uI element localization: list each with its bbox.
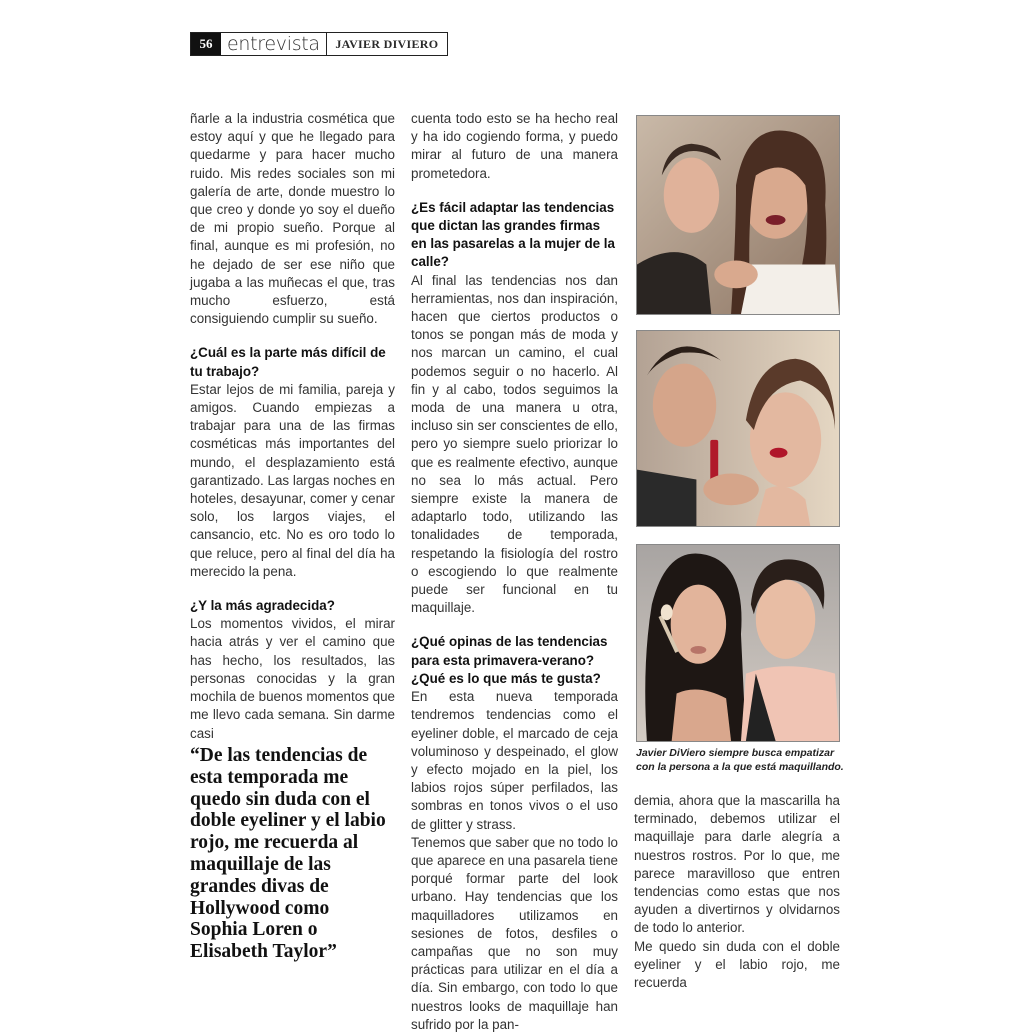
- answer-paragraph: Estar lejos de mi familia, pareja y amigos. Cuando empiezas a trabajar para una de las firmas cosméticas más importantes del mundo, el desplazamiento está garantizado. Las largas noches en hoteles, desayunar, comer y cenar solo, los largos viajes, el cansancio, etc. No es oro todo lo que reluce, pero al final del día ha merecido la pena.: [190, 381, 395, 579]
- pull-quote: “De las tendencias de esta temporada me quedo sin duda con el doble eyeliner y el labio rojo, me recuerda al maquillaje de las grandes divas de Hollywood como Sophia Loren o Elisabeth Taylor”: [190, 745, 386, 963]
- section-title: entrevista: [221, 33, 327, 55]
- photo-brush-application: [636, 544, 840, 742]
- paragraph: ñarle a la industria cosmética que estoy aquí y que he llegado para quedarme y para hacer mucho ruido. Mis redes sociales son mi galería de arte, donde muestro lo que creo y donde yo soy el dueño de mi propio sueño. Porque al final, aunque es mi profesión, no he dejado de ser ese niño que jugaba a las muñecas el que, tras mucho esfuerzo, está consiguiendo cumplir su sueño.: [190, 111, 395, 327]
- question-heading: ¿Qué opinas de las tendencias para esta primavera-verano? ¿Qué es lo que más te gusta?: [411, 634, 608, 686]
- answer-paragraph: Al final las tendencias nos dan herramientas, nos dan inspiración, hacen que ciertos productos o tonos se pongan más de moda y nos marcan un camino, el cual podemos seguir o no hacerlo. Al fin y al cabo, todos seguimos la moda de una manera u otra, incluso sin ser conscientes de ello, pero yo siempre suelo priorizar lo que es realmente efectivo, aunque no sea lo más actual. Pero siempre existe la manera de adaptarlo todo, utilizando las tonalidades de temporada, respetando la fisiología del rostro o escogiendo lo que realmente puede ser funcional en tu maquillaje.: [411, 272, 618, 616]
- question-heading: ¿Cuál es la parte más difícil de tu trabajo?: [190, 345, 386, 379]
- photo-couple-portrait: [636, 115, 840, 315]
- paragraph: demia, ahora que la mascarilla ha terminado, debemos utilizar el maquillaje para darle alegría a nuestros rostros. Por lo que, me parece maravilloso que entren tendencias como estas que nos ayuden a divertirnos y olvidarnos de todo lo anterior.: [634, 793, 840, 936]
- paragraph: cuenta todo esto se ha hecho real y ha ido cogiendo forma, y puedo mirar al futuro de una manera prometedora.: [411, 111, 618, 181]
- photo-illustration: [637, 116, 839, 314]
- paragraph: Me quedo sin duda con el doble eyeliner y el labio rojo, me recuerda: [634, 938, 840, 991]
- photo-illustration: [637, 545, 839, 741]
- author-name: JAVIER DIVIERO: [335, 36, 439, 51]
- text-column-2: [411, 110, 618, 1034]
- answer-paragraph: Los momentos vividos, el mirar hacia atrás y ver el camino que has hecho, los resultados, las personas conocidas y la gran mochila de buenos momentos que me llevo cada semana. Sin darme casi: [190, 616, 395, 741]
- page-number: 56: [191, 33, 221, 55]
- page-header: [190, 32, 448, 56]
- photo-applying-lipstick: [636, 330, 840, 527]
- photo-caption: Javier DiViero siempre busca empatizar con la persona a la que está maquillando.: [636, 747, 844, 773]
- photo-illustration: [637, 331, 839, 526]
- answer-paragraph: En esta nueva temporada tendremos tendencias como el eyeliner doble, el marcado de ceja voluminoso y despeinado, el glow y efecto mojado en la piel, los labios rojos súper perfilados, las sombras en tonos vivos o el uso de glitter y strass.: [411, 689, 618, 832]
- question-heading: ¿Es fácil adaptar las tendencias que dictan las grandes firmas en las pasarelas a la mujer de la calle?: [411, 199, 615, 270]
- text-column-3: [634, 792, 840, 992]
- text-column-1: [190, 110, 395, 743]
- question-heading: ¿Y la más agradecida?: [190, 598, 335, 614]
- answer-paragraph: Tenemos que saber que no todo lo que aparece en una pasarela tiene porqué formar parte del look urbano. Hay tendencias que los maquilladores utilizamos en sesiones de fotos, desfiles o campañas que no son muy prácticas para utilizar en el día a día. Sin embargo, con todo lo que nuestros looks de maquillaje han sufrido por la pan-: [411, 834, 618, 1032]
